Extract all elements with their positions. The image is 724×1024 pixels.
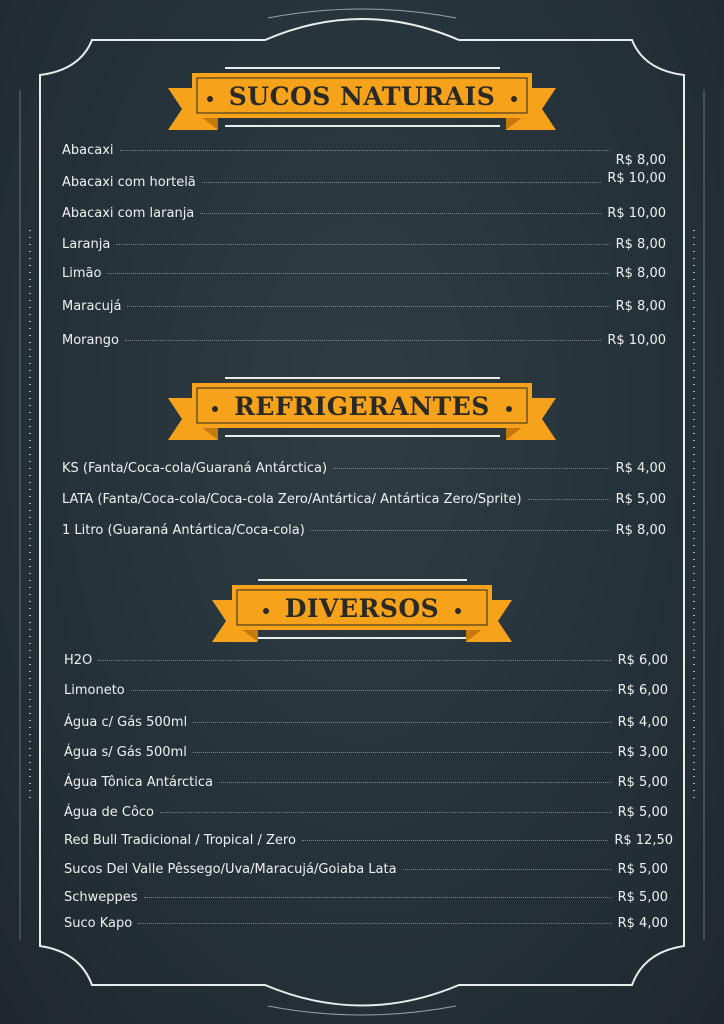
list-item [62,299,666,314]
item-name: Limão [62,266,102,281]
list-item [64,775,668,790]
section-ribbon [0,370,724,442]
item-price: R$ 8,00 [615,299,666,314]
dotted-leader [333,468,610,469]
list-item [62,492,666,507]
dotted-leader [138,923,611,924]
item-price: R$ 4,00 [617,916,668,931]
list-item [62,266,666,281]
item-price: R$ 5,00 [615,492,666,507]
item-name: H2O [64,653,93,668]
dotted-leader [120,150,610,151]
item-name: Água c/ Gás 500ml [64,715,188,730]
item-price: R$ 8,00 [615,153,666,168]
item-name: Água de Côco [64,805,154,820]
item-name: KS (Fanta/Coca-cola/Guaraná Antárctica) [62,461,328,476]
dotted-leader [144,897,612,898]
item-name: Abacaxi [62,143,114,158]
item-name: Maracujá [62,299,122,314]
bullet-dot-icon [506,406,512,412]
dotted-leader [200,213,601,214]
item-name: 1 Litro (Guaraná Antártica/Coca-cola) [62,523,305,538]
list-item [62,461,666,476]
item-price: R$ 4,00 [615,461,666,476]
dotted-leader [193,752,612,753]
item-name: Red Bull Tradicional / Tropical / Zero [64,833,296,848]
item-name: Morango [62,333,119,348]
list-item [64,745,668,760]
list-item [62,143,666,168]
dotted-leader [116,244,609,245]
bullet-dot-icon [511,96,517,102]
section-title: DIVERSOS [0,594,724,623]
dotted-leader [302,840,608,841]
item-name: Schweppes [64,890,138,905]
dotted-leader [311,530,610,531]
item-price: R$ 10,00 [607,333,666,348]
item-price: R$ 8,00 [615,523,666,538]
list-item [62,171,666,190]
item-price: R$ 8,00 [615,266,666,281]
list-item [64,715,668,730]
dotted-leader [107,273,609,274]
bullet-dot-icon [263,608,269,614]
dotted-leader [98,660,611,661]
item-price: R$ 10,00 [607,171,666,186]
dotted-leader [403,869,612,870]
item-name: Abacaxi com hortelã [62,175,196,190]
item-name: Laranja [62,237,111,252]
bullet-dot-icon [455,608,461,614]
item-name: Água Tônica Antárctica [64,775,213,790]
item-price: R$ 5,00 [617,805,668,820]
dotted-leader [127,306,609,307]
section-ribbon [0,60,724,132]
list-item [64,833,673,848]
list-item [62,206,666,221]
list-item [62,523,666,538]
item-price: R$ 5,00 [617,775,668,790]
dotted-leader [202,182,602,183]
dotted-leader [193,722,611,723]
dotted-leader [160,812,612,813]
dotted-leader [219,782,612,783]
item-name: LATA (Fanta/Coca-cola/Coca-cola Zero/Antártica/ Antártica Zero/Sprite) [62,492,522,507]
item-name: Suco Kapo [64,916,133,931]
item-price: R$ 5,00 [617,890,668,905]
item-price: R$ 5,00 [617,862,668,877]
section-ribbon [0,572,724,644]
list-item [64,805,668,820]
bullet-dot-icon [212,406,218,412]
item-price: R$ 4,00 [617,715,668,730]
dotted-leader [528,499,610,500]
dotted-leader [131,690,612,691]
bullet-dot-icon [207,96,213,102]
dotted-leader [125,340,601,341]
list-item [62,333,666,348]
item-price: R$ 12,50 [614,833,673,848]
item-price: R$ 10,00 [607,206,666,221]
list-item [64,653,668,668]
item-price: R$ 6,00 [617,653,668,668]
item-name: Sucos Del Valle Pêssego/Uva/Maracujá/Goiaba Lata [64,862,397,877]
item-price: R$ 8,00 [615,237,666,252]
section-title: REFRIGERANTES [0,392,724,421]
list-item [64,862,668,877]
list-item [64,890,668,905]
item-name: Água s/ Gás 500ml [64,745,187,760]
item-price: R$ 3,00 [617,745,668,760]
list-item [64,916,668,931]
list-item [62,237,666,252]
item-name: Abacaxi com laranja [62,206,195,221]
section-title: SUCOS NATURAIS [0,82,724,111]
list-item [64,683,668,698]
item-price: R$ 6,00 [617,683,668,698]
item-name: Limoneto [64,683,125,698]
